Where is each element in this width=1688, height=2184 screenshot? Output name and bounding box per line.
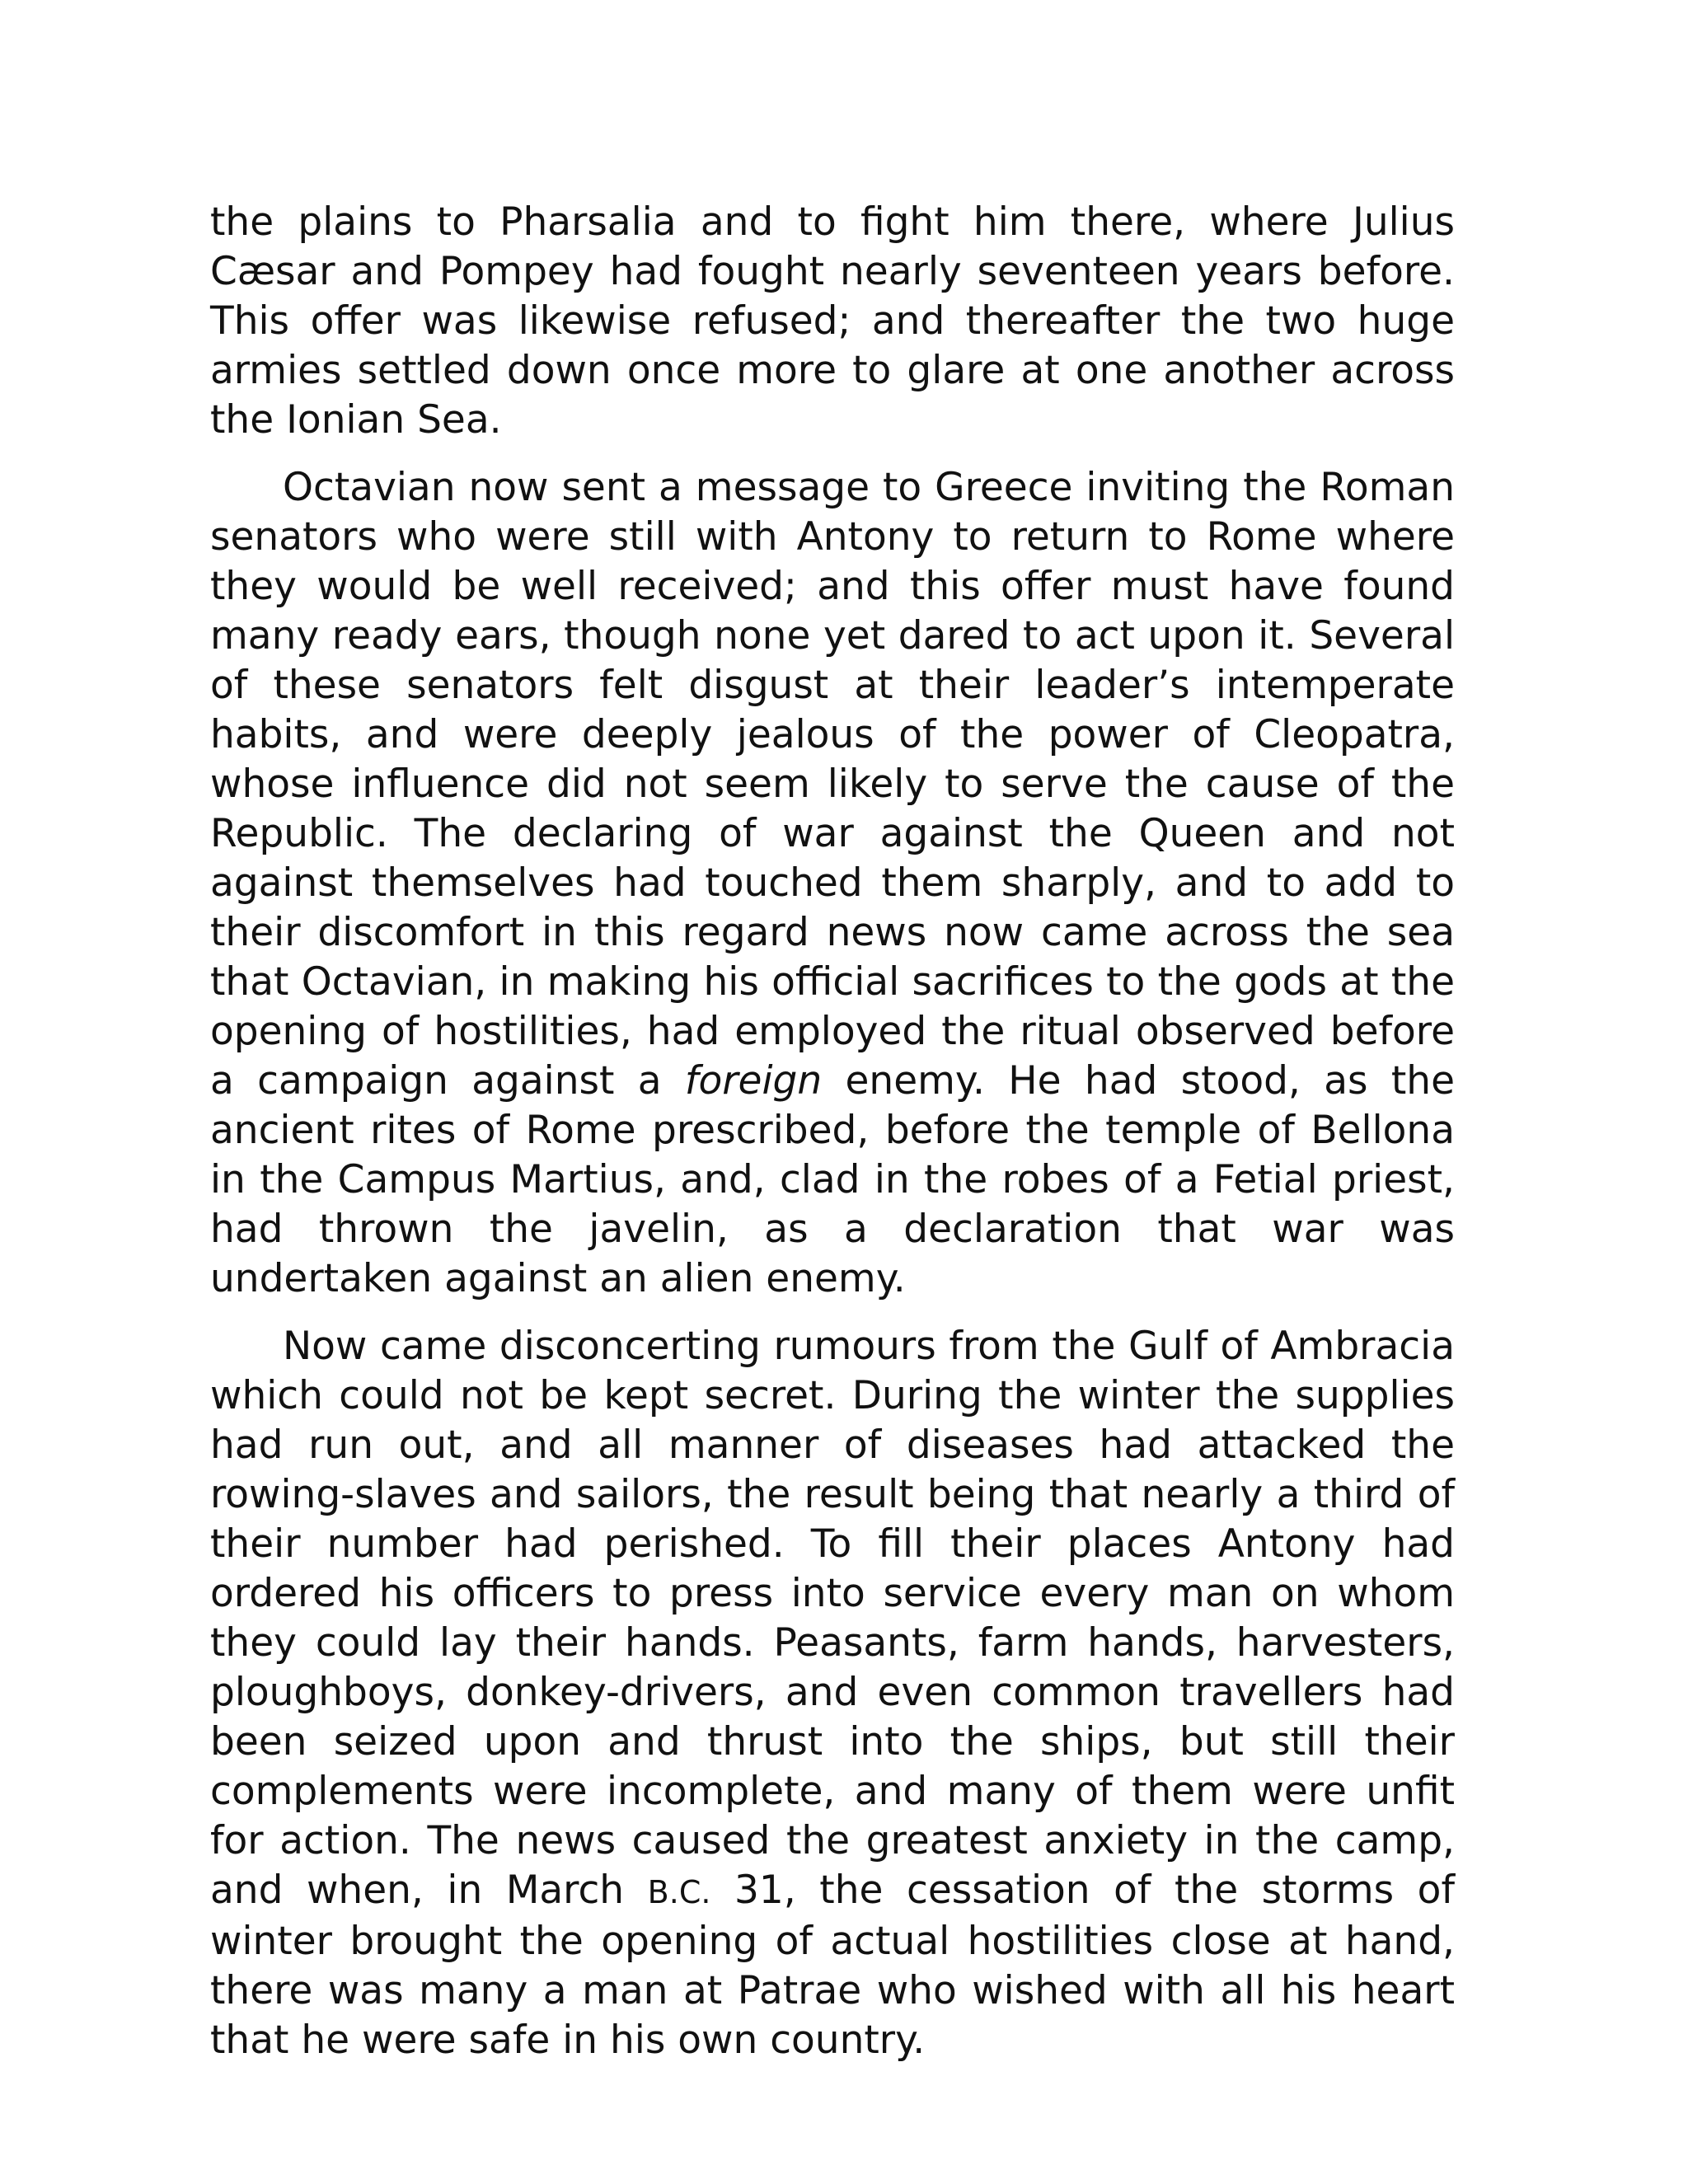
italic-foreign: foreign: [684, 1058, 823, 1104]
page-body: [210, 198, 1455, 2083]
paragraph-3-text-start: Now came disconcerting rumours from the Gulf of Ambracia which could not be kept secret. During the winter the supplies had run out, and all manner of diseases had attacked the rowing-slaves and sailors, the result being that nearly a third of their number had perished. To fill their places Antony had ordered his officers to press into service every man on whom they could lay their hands. Peasants, farm hands, harvesters, ploughboys, donkey-drivers, and even common travellers had been seized upon and thrust into the ships, but still their complements were incomplete, and many of them were unfit for action. The news caused the greatest anxiety in the camp, and when, in March: [210, 1324, 1455, 1913]
paragraph-3: [210, 1322, 1455, 2065]
paragraph-2-text-start: Octavian now sent a message to Greece inviting the Roman senators who were still with Antony to return to Rome where they would be well received; and this offer must have found many ready ears, though none yet dared to act upon it. Several of these senators felt disgust at their leader’s intemperate habits, and were deeply jealous of the power of Cleopatra, whose influence did not seem likely to serve the cause of the Republic. The declaring of war against the Queen and not against themselves had touched them sharply, and to add to their discomfort in this regard news now came across the sea that Octavian, in making his official sacrifices to the gods at the opening of hostilities, had employed the ritual observed before a campaign against a: [210, 465, 1455, 1104]
paragraph-3-text-end: 31, the cessation of the storms of winter brought the opening of actual hostilities close at hand, there was many a man at Patrae who wished with all his heart that he were safe in his own country.: [210, 1868, 1455, 2063]
paragraph-1-text: the plains to Pharsalia and to fight him there, where Julius Cæsar and Pompey had fought nearly seventeen years before. This offer was likewise refused; and thereafter the two huge armies settled down once more to glare at one another across the Ionian Sea.: [210, 199, 1455, 443]
paragraph-2: [210, 463, 1455, 1304]
era-abbreviation: B.C.: [647, 1874, 711, 1910]
paragraph-1: [210, 198, 1455, 445]
paragraph-2-text-end: enemy. He had stood, as the ancient rites of Rome prescribed, before the temple of Bellona in the Campus Martius, and, clad in the robes of a Fetial priest, had thrown the javelin, as a declaration that war was undertaken against an alien enemy.: [210, 1058, 1455, 1301]
